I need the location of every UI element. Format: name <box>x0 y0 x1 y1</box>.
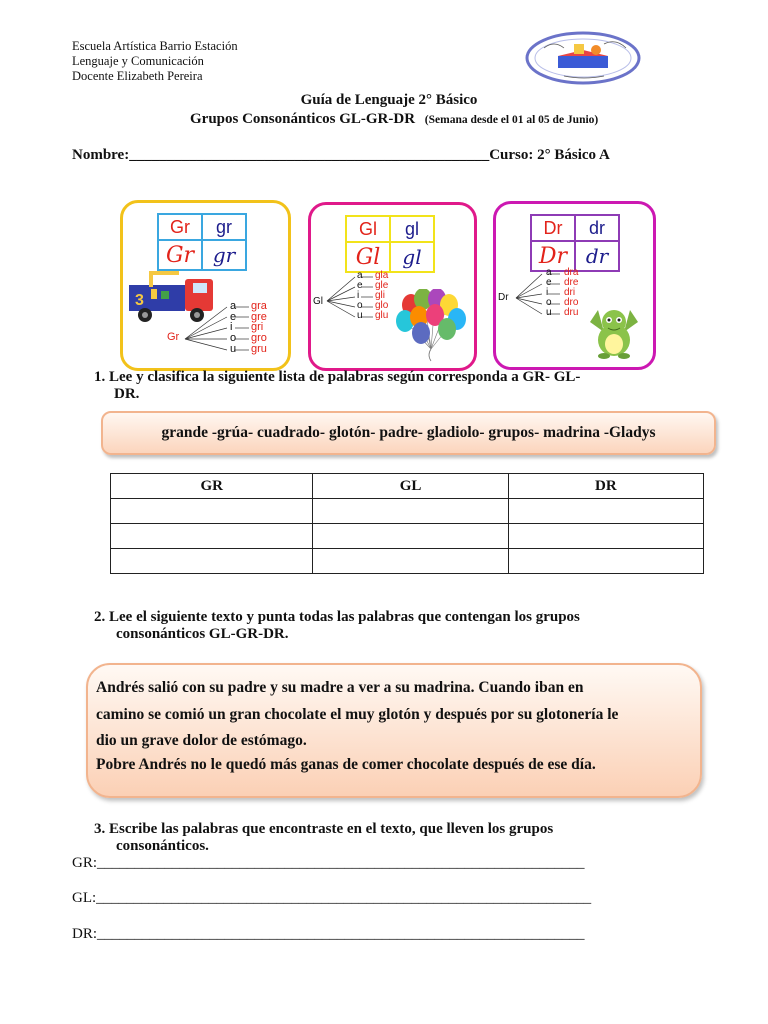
dr-root: Dr <box>498 292 509 303</box>
table-cell[interactable] <box>313 524 508 549</box>
gr-print-lower: gr <box>202 214 246 240</box>
question-3-text: Escribe las palabras que encontraste en el texto, que lleven los grupos <box>109 821 554 837</box>
gl-letter-grid <box>345 215 435 273</box>
question-3-text-cont: consonánticos. <box>116 838 209 854</box>
table-row <box>111 549 704 574</box>
word-list-box <box>101 411 716 455</box>
question-2-text-cont: consonánticos GL-GR-DR. <box>116 626 289 642</box>
school-info <box>72 39 238 84</box>
gl-print-lower: gl <box>390 216 434 242</box>
table-cell[interactable] <box>111 549 313 574</box>
guide-title: Guía de Lenguaje 2° Básico <box>300 92 478 108</box>
gr-cursive-upper: Gr <box>158 240 202 270</box>
passage-line: Pobre Andrés no le quedó más ganas de comer chocolate después de ese día. <box>96 756 596 773</box>
answer-line-gr[interactable]: GR:_________________________________________________________________ <box>72 855 585 871</box>
dr-print-upper: Dr <box>531 215 575 241</box>
table-cell[interactable] <box>313 499 508 524</box>
svg-text:3: 3 <box>135 292 144 309</box>
column-header-dr: DR <box>508 474 703 499</box>
dragon-icon <box>584 302 644 360</box>
teacher-name: Docente Elizabeth Pereira <box>72 69 203 83</box>
column-header-gl: GL <box>313 474 508 499</box>
dr-cursive-lower: dr <box>575 241 619 271</box>
question-3-number: 3. <box>94 821 106 837</box>
name-label: Nombre: <box>72 147 130 163</box>
guide-week: (Semana desde el 01 al 05 de Junio) <box>424 114 599 126</box>
gr-cursive-lower: gr <box>202 240 246 270</box>
passage-line: camino se comió un gran chocolate el muy glotón y después por su glotonería le <box>96 706 619 723</box>
subject-name: Lenguaje y Comunicación <box>72 54 204 68</box>
question-1-text: Lee y clasifica la siguiente lista de palabras según corresponda a GR- GL- <box>109 369 581 385</box>
guide-topic: Grupos Consonánticos GL-GR-DR <box>190 111 416 127</box>
answer-line-dr[interactable]: DR:_________________________________________________________________ <box>72 926 585 942</box>
passage-line: Andrés salió con su padre y su madre a ver a su madrina. Cuando iban en <box>96 679 584 696</box>
gl-cursive-upper: Gl <box>346 242 390 272</box>
gl-syllables: gla gle gli glo glu <box>375 270 389 321</box>
question-1-text-cont: DR. <box>114 386 140 402</box>
column-header-gr: GR <box>111 474 313 499</box>
table-cell[interactable] <box>508 524 703 549</box>
passage-line: dio un grave dolor de estómago. <box>96 732 307 749</box>
gr-print-upper: Gr <box>158 214 202 240</box>
table-cell[interactable] <box>508 499 703 524</box>
table-cell[interactable] <box>111 499 313 524</box>
table-cell[interactable] <box>508 549 703 574</box>
dr-syllables: dra dre dri dro dru <box>564 267 579 318</box>
question-1-number: 1. <box>94 369 106 385</box>
gl-print-upper: Gl <box>346 216 390 242</box>
dr-letter-grid <box>530 214 620 272</box>
school-name: Escuela Artística Barrio Estación <box>72 39 238 53</box>
table-row <box>111 524 704 549</box>
school-logo <box>524 30 642 86</box>
gl-vowels: a e i o u <box>357 270 363 321</box>
card-gl <box>308 202 477 371</box>
answer-line-gl[interactable]: GL:__________________________________________________________________ <box>72 890 592 906</box>
gr-root: Gr <box>167 331 180 343</box>
dr-print-lower: dr <box>575 215 619 241</box>
gl-cursive-lower: gl <box>390 242 434 272</box>
classification-table <box>110 473 704 574</box>
course-label: Curso: 2° Básico A <box>489 147 610 163</box>
table-row <box>111 499 704 524</box>
question-3 <box>94 821 553 838</box>
table-cell[interactable] <box>111 524 313 549</box>
question-2 <box>94 609 580 626</box>
gl-root: Gl <box>313 296 323 307</box>
dr-vowels: a e i o u <box>546 267 552 318</box>
question-2-text: Lee el siguiente texto y punta todas las palabras que contengan los grupos <box>109 609 580 625</box>
balloons-icon <box>391 289 471 363</box>
table-cell[interactable] <box>313 549 508 574</box>
question-1 <box>94 369 580 386</box>
guide-subtitle <box>190 111 598 128</box>
dr-cursive-upper: Dr <box>531 241 575 271</box>
reading-passage-box <box>86 663 702 798</box>
word-list: grande -grúa- cuadrado- glotón- padre- gladiolo- grupos- madrina -Gladys <box>161 424 656 441</box>
card-gr <box>120 200 291 371</box>
gr-letter-grid <box>157 213 247 271</box>
gr-syllables: gra gre gri gro gru <box>251 300 267 355</box>
table-header-row <box>111 474 704 499</box>
name-blank[interactable]: ________________________________________________ <box>129 147 490 163</box>
gr-vowels: a e i o u <box>230 300 237 355</box>
card-dr <box>493 201 656 370</box>
name-course-line <box>72 147 610 164</box>
question-2-number: 2. <box>94 609 106 625</box>
